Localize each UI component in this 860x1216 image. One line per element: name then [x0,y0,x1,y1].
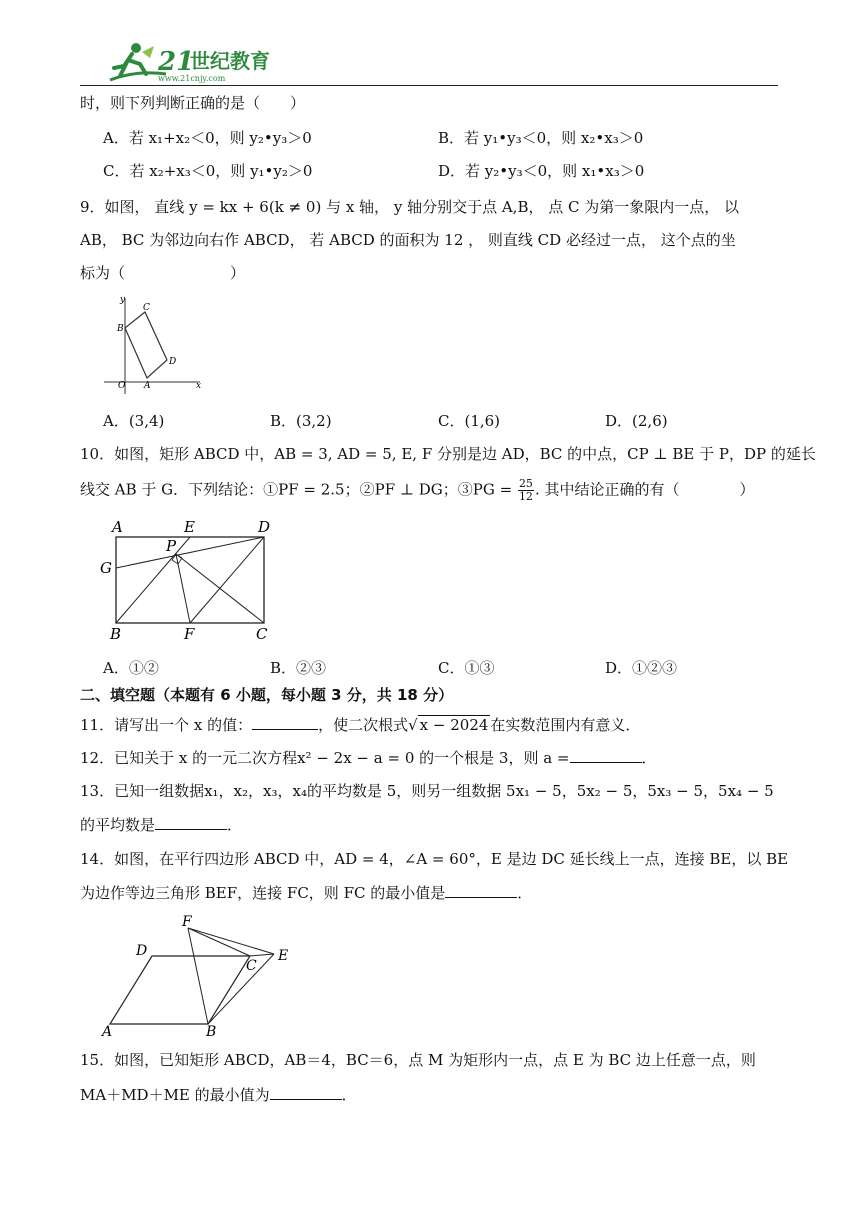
q9-option-c: C．(1,6) [438,412,501,430]
q8-option-c: C．若 x₂+x₃＜0，则 y₁•y₂＞0 [103,162,313,180]
q10-label-d: D [258,518,271,536]
q14-label-b: B [206,1024,217,1040]
q11-answer-blank[interactable] [252,713,318,730]
q9-option-b: B．(3,2) [270,412,332,430]
q14-label-c: C [246,958,257,974]
q10-frac-num: 25 [518,477,533,490]
q11-mid: ，使二次根式 [318,716,409,734]
q15-post: ． [341,1086,357,1104]
q10-label-a: A [112,518,123,536]
q13-post: ． [227,816,243,834]
q9-label-b: B [117,324,124,334]
q9-label-c: C [143,303,150,313]
q10-figure [98,515,278,645]
logo-cn: 世纪教育 [190,49,270,73]
q9-label-x: x [196,381,202,391]
logo-url: www.21cnjy.com [158,74,226,83]
q10-line2a: 线交 AB 于 G．下列结论：①PF = 2.5；②PF ⊥ DG；③PG = [80,480,517,499]
q9-line3: 标为（ ） [80,264,246,282]
q8-option-b: B．若 y₁•y₃＜0，则 x₂•x₃＞0 [438,129,644,147]
q9-label-a: A [144,381,151,391]
logo-number: 21 [158,47,195,77]
q14-line2 [80,881,532,904]
q9-line2: AB， BC 为邻边向右作 ABCD， 若 ABCD 的面积为 12 ， 则直线 CD 必经过一点， 这个点的坐 [80,231,736,249]
q14-line2-text: 为边作等边三角形 BEF，连接 FC，则 FC 的最小值是 [80,884,446,902]
q12-pre: 12．已知关于 x 的一元二次方程x² − 2x − a = 0 的一个根是 3，则 a = [80,749,570,767]
q9-option-a: A．(3,4) [103,412,165,430]
q11-line [80,713,640,736]
q10-label-c: C [256,625,268,643]
q10-option-b: B．②③ [270,659,327,677]
q13-answer-blank[interactable] [155,813,227,830]
q10-option-a: A．①② [103,659,159,677]
q14-label-f: F [182,914,192,930]
q14-figure [98,912,308,1040]
header-divider [80,85,778,86]
q13-line2-text: 的平均数是 [80,816,156,834]
q14-label-a: A [102,1024,113,1040]
q11-pre: 11．请写出一个 x 的值： [80,716,253,734]
q15-line1: 15．如图，已知矩形 ABCD，AB＝4，BC＝6，点 M 为矩形内一点，点 E 为 BC 边上任意一点，则 [80,1051,756,1069]
section2-title: 二、填空题（本题有 6 小题，每小题 3 分，共 18 分） [80,686,454,704]
q15-line2-text: MA＋MD＋ME 的最小值为 [80,1086,270,1104]
q15-line2 [80,1083,357,1106]
site-logo [106,40,276,88]
q9-line1: 9．如图， 直线 y = kx + 6(k ≠ 0) 与 x 轴， y 轴分别交于点 A,B， 点 C 为第一象限内一点， 以 [80,198,740,216]
q10-option-c: C．①③ [438,659,495,677]
q12-line [80,746,657,769]
q10-frac-den: 12 [518,490,533,503]
q9-label-d: D [169,357,177,367]
q14-answer-blank[interactable] [445,881,517,898]
q12-post: ． [641,749,657,767]
q8-option-d: D．若 y₂•y₃＜0，则 x₁•x₃＞0 [438,162,645,180]
q9-label-o: O [118,381,126,391]
q13-line1: 13．已知一组数据x₁，x₂，x₃，x₄的平均数是 5，则另一组数据 5x₁ − 5，5x₂ − 5，5x₃ − 5，5x₄ − 5 [80,782,774,800]
q10-line1: 10．如图，矩形 ABCD 中，AB = 3, AD = 5, E, F 分别是边 AD，BC 的中点，CP ⊥ BE 于 P，DP 的延长 [80,445,816,463]
q9-figure [100,290,210,402]
q10-label-g: G [100,559,112,577]
q15-answer-blank[interactable] [270,1083,342,1100]
q11-radicand: x − 2024 [419,716,489,734]
q14-post: ． [517,884,533,902]
q12-answer-blank[interactable] [570,746,642,763]
q10-label-e: E [184,518,195,536]
q9-option-d: D．(2,6) [605,412,668,430]
q14-line1: 14．如图，在平行四边形 ABCD 中，AD = 4，∠A = 60°，E 是边 DC 延长线上一点，连接 BE，以 BE [80,850,789,868]
q10-line2b: . 其中结论正确的有（ ） [534,480,755,499]
runner-logo-icon [106,40,276,84]
q14-label-e: E [278,948,289,964]
q10-option-d: D．①②③ [605,659,678,677]
q11-post: 在实数范围内有意义． [490,716,641,734]
q8-option-a: A．若 x₁+x₂＜0，则 y₂•y₃＞0 [103,129,312,147]
q13-line2 [80,813,242,836]
q10-label-b: B [110,625,122,643]
q14-label-d: D [136,943,148,959]
sqrt-icon: √ [408,716,418,734]
q10-label-f: F [184,625,195,643]
q10-line2 [80,478,754,503]
q10-fraction [518,478,534,503]
q10-label-p: P [166,537,177,555]
q8-tail: 时，则下列判断正确的是（ ） [80,94,306,112]
q9-label-y: y [120,295,126,305]
